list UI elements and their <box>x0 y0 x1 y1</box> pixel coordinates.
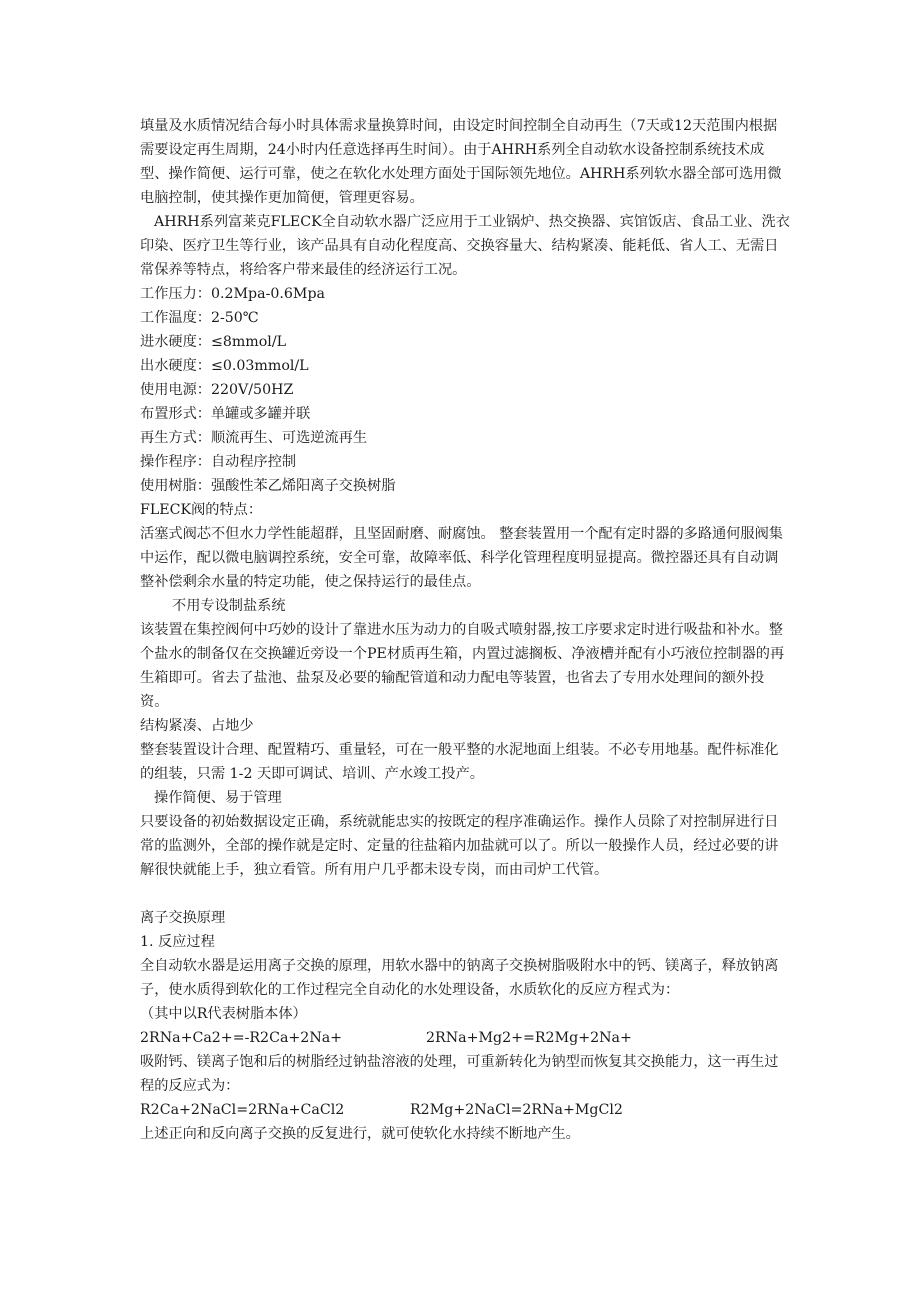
ion-paragraph-2: 吸附钙、镁离子饱和后的树脂经过钠盐溶液的处理，可重新转化为钠型而恢复其交换能力，这一再生过程的反应式为： <box>140 1054 779 1094</box>
application-paragraph: AHRH系列富莱克FLECK全自动软水器广泛应用于工业锅炉、热交换器、宾馆饭店、食品工业、洗衣印染、医疗卫生等行业，该产品具有自动化程度高、交换容量大、结构紧凑、能耗低、省人工、无需日常保养等特点，将给客户带来最佳的经济运行工况。 <box>140 214 790 278</box>
ion-section-title: 离子交换原理 <box>140 910 226 926</box>
spec-program: 操作程序：自动程序控制 <box>140 454 297 470</box>
spec-layout: 布置形式：单罐或多罐并联 <box>140 406 311 422</box>
equation-regen-calcium: R2Ca+2NaCl=2RNa+CaCl2 <box>140 1102 345 1118</box>
ion-subheading-reaction: 1. 反应过程 <box>140 934 215 950</box>
fleck-subheading-compact: 结构紧凑、占地少 <box>140 718 254 734</box>
fleck-paragraph-1: 活塞式阀芯不但水力学性能超群，且坚固耐磨、耐腐蚀。 整套装置用一个配有定时器的多路通何服阀集中运作，配以微电脑调控系统，安全可靠，故障率低、科学化管理程度明显提高。微控器还具有自动调整补偿剩余水量的特定功能，使之保持运行的最佳点。 <box>140 526 783 590</box>
section-gap <box>140 882 790 906</box>
spec-outlet-hardness: 出水硬度：≤0.03mmol/L <box>140 358 309 374</box>
spec-power: 使用电源：220V/50HZ <box>140 382 294 398</box>
fleck-subheading-operation: 操作简便、易于管理 <box>154 790 282 806</box>
ion-note: （其中以R代表树脂本体） <box>140 1006 307 1022</box>
fleck-paragraph-4: 只要设备的初始数据设定正确，系统就能忠实的按既定的程序准确运作。操作人员除了对控制屏进行日常的监测外，全部的操作就是定时、定量的往盐箱内加盐就可以了。所以一般操作人员，经过必要的讲解很快就能上手，独立看管。所有用户几乎都未设专岗，而由司炉工代管。 <box>140 814 779 878</box>
spec-temperature: 工作温度：2-50℃ <box>140 310 259 326</box>
fleck-paragraph-2: 该装置在集控阀何中巧妙的设计了靠进水压为动力的自吸式喷射器,按工序要求定时进行吸盐和补水。整个盐水的制备仅在交换罐近旁设一个PE材质再生箱，内置过滤搁板、净液槽并配有小巧液位控制器的再生箱即可。省去了盐池、盐泵及必要的输配管道和动力配电等装置，也省去了专用水处理间的额外投资。 <box>140 622 785 710</box>
regeneration-equations <box>140 1098 790 1122</box>
equation-calcium: 2RNa+Ca2+=-R2Ca+2Na+ <box>140 1030 343 1046</box>
fleck-subheading-salt: 不用专设制盐系统 <box>172 598 286 614</box>
fleck-paragraph-3: 整套装置设计合理、配置精巧、重量轻，可在一般平整的水泥地面上组装。不必专用地基。配件标准化的组装，只需 1-2 天即可调试、培训、产水竣工投产。 <box>140 742 779 782</box>
equation-magnesium: 2RNa+Mg2+=R2Mg+2Na+ <box>426 1030 632 1046</box>
intro-paragraph: 填量及水质情况结合每小时具体需求量换算时间，由设定时间控制全自动再生（7天或12天范围内根据需要设定再生周期，24小时内任意选择再生时间）。由于AHRH系列全自动软水设备控制系统技术成型、操作简便、运行可靠，使之在软化水处理方面处于国际领先地位。AHRH系列软水器全部可选用微电脑控制，使其操作更加简便，管理更容易。 <box>140 118 782 206</box>
softening-equations <box>140 1026 790 1050</box>
equation-regen-magnesium: R2Mg+2NaCl=2RNa+MgCl2 <box>410 1102 623 1118</box>
spec-pressure: 工作压力：0.2Mpa-0.6Mpa <box>140 286 325 302</box>
ion-paragraph-1: 全自动软水器是运用离子交换的原理，用软水器中的钠离子交换树脂吸附水中的钙、镁离子，释放钠离子，使水质得到软化的工作过程完全自动化的水处理设备，水质软化的反应方程式为： <box>140 958 779 998</box>
spec-resin: 使用树脂：强酸性苯乙烯阳离子交换树脂 <box>140 478 396 494</box>
ion-paragraph-3: 上述正向和反向离子交换的反复进行，就可使软化水持续不断地产生。 <box>140 1126 580 1142</box>
fleck-heading: FLECK阀的特点： <box>140 502 263 518</box>
spec-regeneration: 再生方式：顺流再生、可选逆流再生 <box>140 430 368 446</box>
spec-inlet-hardness: 进水硬度：≤8mmol/L <box>140 334 287 350</box>
document-body <box>140 114 790 1146</box>
